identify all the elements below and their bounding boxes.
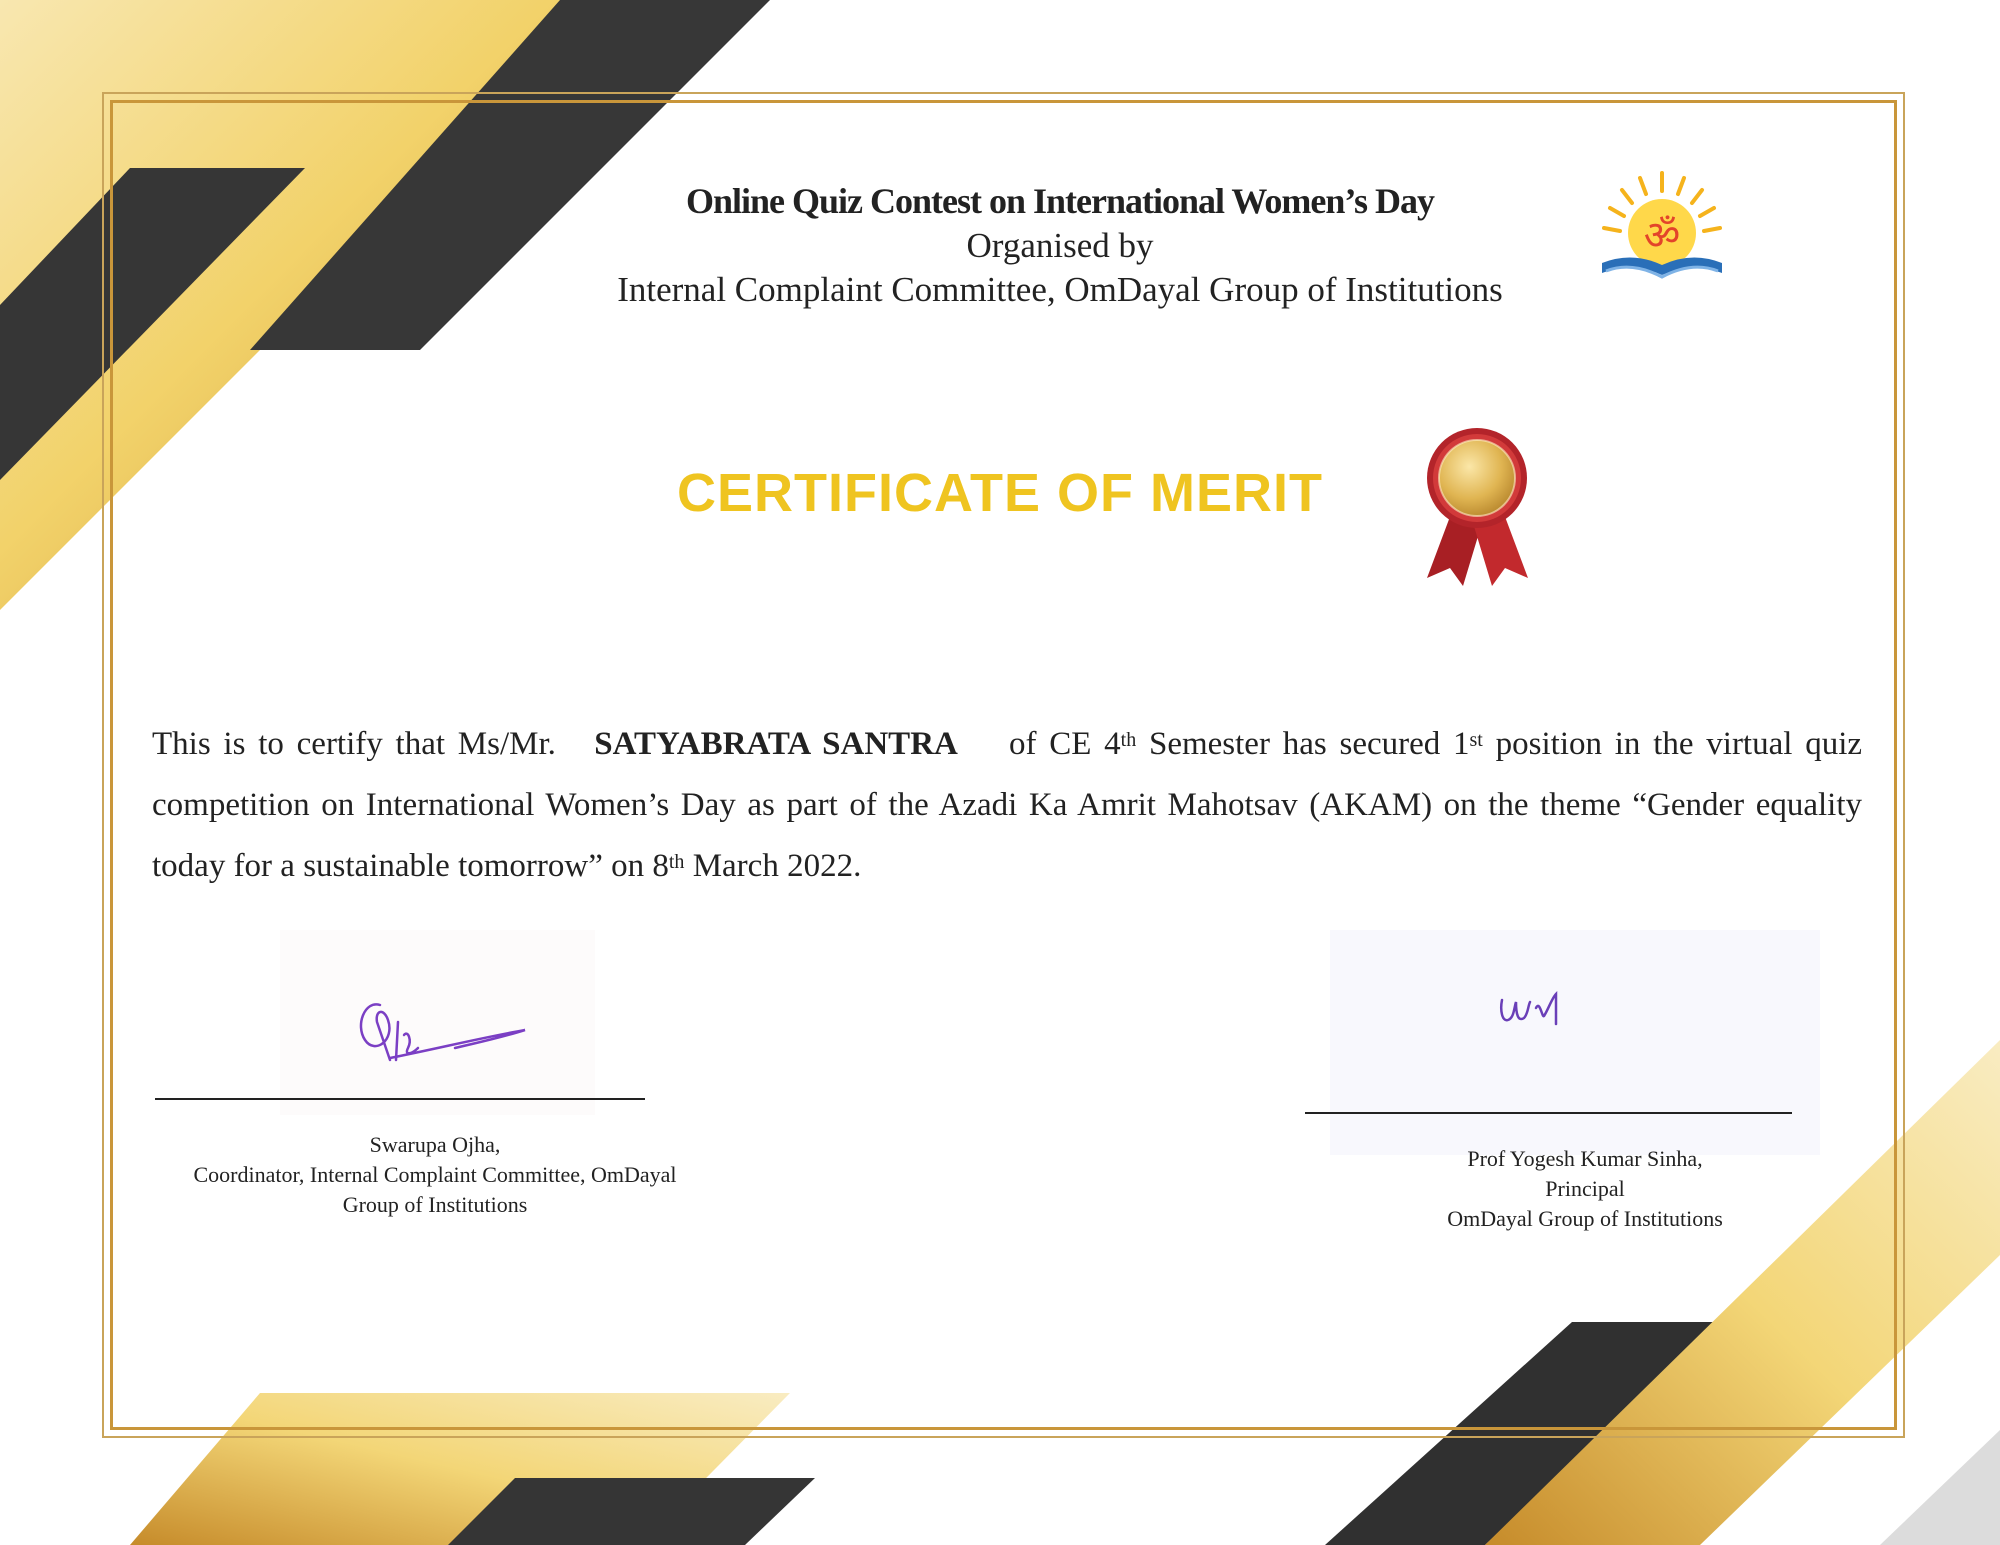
right-signatory-name: Prof Yogesh Kumar Sinha, — [1467, 1146, 1703, 1171]
statement-date: March 2022. — [692, 848, 862, 884]
handwritten-signature-right — [1330, 930, 1820, 1155]
superscript-th-date: th — [668, 851, 685, 873]
statement-details: position in the virtual quiz competition on International Women’s Day as part of the Azadi Ka Amrit Mahotsav (AKAM) on the theme “Gender equality today for a sustainable tomorrow” on 8 — [152, 726, 1863, 884]
left-signatory-role: Coordinator, Internal Complaint Committee, OmDayal — [193, 1162, 677, 1187]
organising-committee: Internal Complaint Committee, OmDayal Group of Institutions — [617, 270, 1503, 309]
handwritten-signature-left — [280, 930, 595, 1115]
right-signature-line — [1305, 1112, 1792, 1114]
left-signatory — [140, 1130, 730, 1220]
right-signatory-role: Principal — [1545, 1176, 1625, 1201]
certification-statement — [152, 714, 1862, 897]
superscript-th: th — [1120, 729, 1137, 751]
award-ribbon-icon — [1405, 428, 1550, 590]
left-signature-line — [155, 1098, 645, 1100]
certificate-header — [560, 178, 1560, 312]
left-signatory-name: Swarupa Ojha, — [369, 1132, 501, 1157]
organised-by-label: Organised by — [966, 226, 1154, 265]
statement-intro: This is to certify that Ms/Mr. — [152, 726, 556, 762]
contest-title: Online Quiz Contest on International Women’s Day — [685, 181, 1435, 221]
recipient-name: SATYABRATA SANTRA — [594, 726, 958, 762]
statement-position: Semester has secured 1 — [1148, 726, 1470, 762]
right-signatory-org: OmDayal Group of Institutions — [1447, 1206, 1723, 1231]
left-signature-image — [280, 930, 595, 1115]
left-signatory-org: Group of Institutions — [342, 1192, 528, 1217]
svg-text:ॐ: ॐ — [1643, 213, 1681, 259]
right-signatory — [1380, 1144, 1790, 1234]
superscript-st: st — [1469, 729, 1483, 751]
statement-course: of CE 4 — [1008, 726, 1121, 762]
certificate-title: CERTIFICATE OF MERIT — [677, 463, 1323, 523]
om-sun-book-logo-icon — [1592, 165, 1732, 290]
right-signature-image — [1330, 930, 1820, 1155]
